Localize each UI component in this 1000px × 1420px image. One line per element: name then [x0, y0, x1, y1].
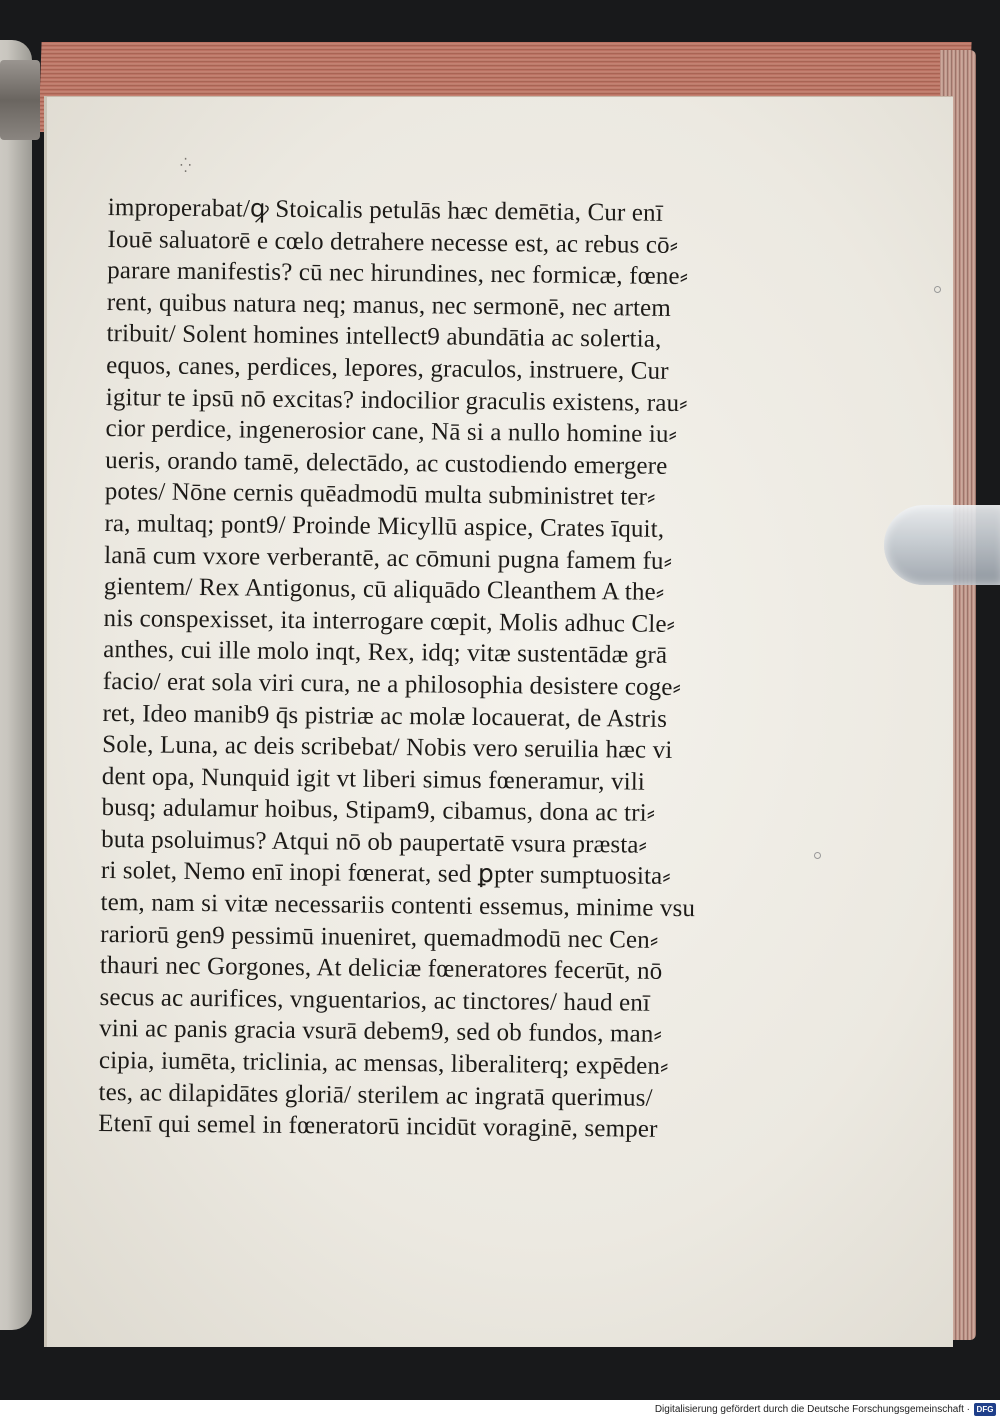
text-line: thauri nec Gorgones, At deliciæ fœneratores fecerūt, nō [99, 952, 663, 986]
text-line: parare manifestis? cū nec hirundines, nec formicæ, fœne⸗ [107, 257, 689, 291]
text-line: cior perdice, ingenerosior cane, Nā si a nullo homine iu⸗ [105, 415, 678, 449]
digitization-footer [0, 1400, 1000, 1420]
page-clip [884, 505, 1000, 585]
text-line: rariorū gen9 pessimū inueniret, quemadmodū nec Cen⸗ [100, 920, 659, 954]
text-line: tes, ac dilapidātes gloriā/ sterilem ac ingratā querimus/ [98, 1078, 653, 1112]
text-line: busq; adulamur hoibus, Stipam9, cibamus, dona ac tri⸗ [101, 794, 656, 828]
text-line: tem, nam si vitæ necessariis contenti essemus, minime vsu [100, 889, 696, 923]
facing-leaf [0, 40, 32, 1330]
text-line: gientem/ Rex Antigonus, cū aliquādo Cleanthem A the⸗ [103, 573, 665, 606]
text-line: facio/ erat sola viri cura, ne a philosophia desistere coge⸗ [102, 667, 682, 701]
text-line: improperabat/ꝙ Stoicalis petulās hæc demētia, Cur enī [107, 193, 664, 227]
page-text [98, 192, 838, 1147]
text-line: Sole, Luna, ac deis scribebat/ Nobis vero seruilia hæc vi [102, 731, 673, 765]
corner-mark: ⁛ [180, 159, 192, 174]
text-line: ret, Ideo manib9 q̄s pistriæ ac molæ locauerat, de Astris [102, 699, 668, 733]
text-line: equos, canes, perdices, lepores, graculos, instruere, Cur [106, 351, 669, 385]
text-line: dent opa, Nunquid igit vt liberi simus fœneramur, vili [101, 762, 646, 796]
text-line: secus ac aurifices, vnguentarios, ac tinctores/ haud enī [99, 983, 651, 1017]
text-line: ra, multaq; pont9/ Proinde Micyllū aspice, Crates īquit, [104, 509, 665, 543]
text-line: potes/ Nōne cernis quēadmodū multa subministret ter⸗ [104, 478, 656, 512]
footer-credit: Digitalisierung gefördert durch die Deutsche Forschungsgemeinschaft · [654, 1404, 970, 1415]
text-line: ueris, orando tamē, delectādo, ac custodiendo emergere [105, 446, 668, 480]
text-line: buta psoluimus? Atqui nō ob paupertatē vsura præsta⸗ [101, 825, 648, 859]
text-line: ri solet, Nemo enī inopi fœnerat, sed ꝑpter sumptuosita⸗ [100, 857, 671, 891]
dfg-logo: DFG [974, 1403, 996, 1416]
text-line: cipia, iumēta, triclinia, ac mensas, liberaliterq; expēden⸗ [98, 1046, 669, 1080]
binding-clasp [0, 60, 40, 140]
text-line: Iouē saluatorē e cœlo detrahere necesse est, ac rebus cō⸗ [107, 225, 679, 259]
text-line: igitur te ipsū nō excitas? indocilior graculis existens, rau⸗ [105, 383, 688, 417]
text-line: Etenī qui semel in fœneratorū incidūt voraginē, semper [98, 1110, 658, 1144]
text-line: anthes, cui ille molo inqt, Rex, idq; vitæ sustentādæ grā [103, 636, 668, 670]
text-line: rent, quibus natura neq; manus, nec sermonē, nec artem [106, 288, 672, 322]
text-line: nis conspexisset, ita interrogare cœpit, Molis adhuc Cle⸗ [103, 604, 676, 638]
text-line: lanā cum vxore verberantē, ac cōmuni pugna famem fu⸗ [104, 541, 673, 575]
page-hole-mark [934, 286, 941, 293]
text-line: vini ac panis gracia vsurā debem9, sed ob fundos, man⸗ [99, 1015, 663, 1049]
text-line: tribuit/ Solent homines intellect9 abundātia ac solertia, [106, 320, 662, 354]
